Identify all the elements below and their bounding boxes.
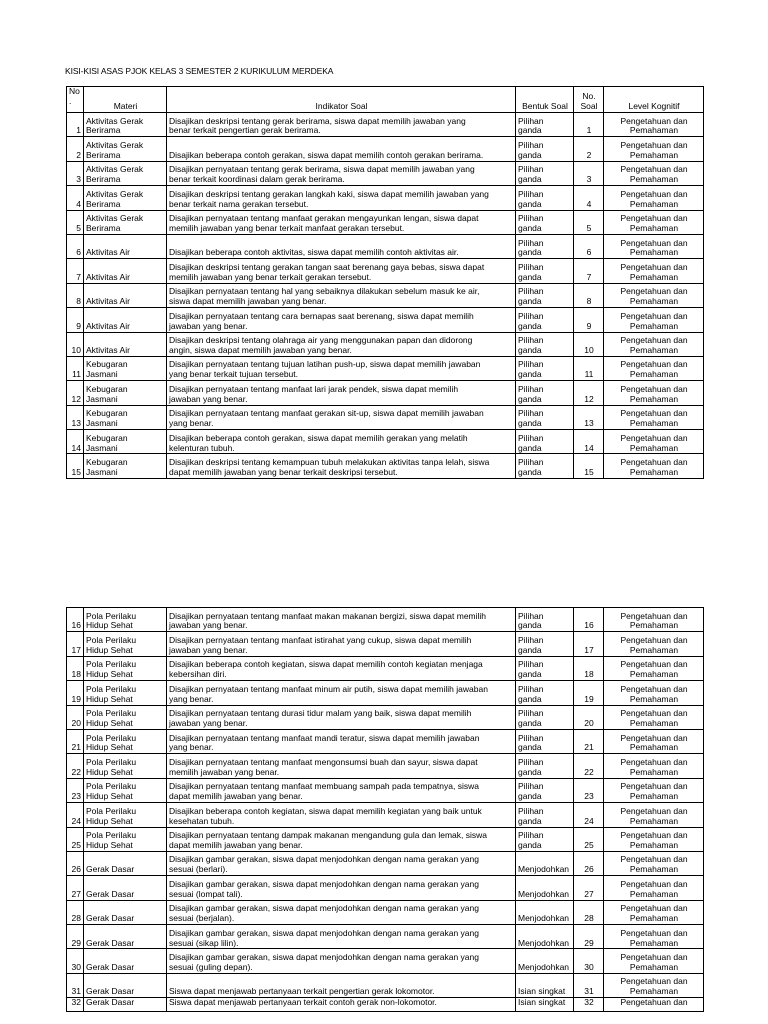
table-row [67,827,704,851]
row-bentuk-soal: Isian singkat [516,998,574,1012]
row-bentuk-soal: Pilihan ganda [516,259,574,283]
row-level-kognitif: Pengetahuan dan Pemahaman [604,827,704,851]
row-number: 27 [67,876,84,900]
table-row [67,949,704,973]
row-level-kognitif: Pengetahuan dan Pemahaman [604,754,704,778]
row-indikator: Disajikan pernyataan tentang durasi tidur malam yang baik, siswa dapat memilih jawaban yang benar. [167,705,516,729]
table-row [67,234,704,258]
row-materi: Gerak Dasar [84,925,167,949]
row-indikator: Siswa dapat menjawab pertanyaan terkait pengertian gerak lokomotor. [167,973,516,997]
row-level-kognitif: Pengetahuan dan Pemahaman [604,308,704,332]
row-indikator: Disajikan gambar gerakan, siswa dapat menjodohkan dengan nama gerakan yang sesuai (berjalan). [167,900,516,924]
row-materi: Pola Perilaku Hidup Sehat [84,705,167,729]
header-no-soal: No. Soal [574,87,604,113]
row-indikator: Disajikan deskripsi tentang gerakan tangan saat berenang gaya bebas, siswa dapat memilih jawaban yang benar terkait gerakan tersebut. [167,259,516,283]
row-level-kognitif: Pengetahuan dan Pemahaman [604,900,704,924]
table-row [67,308,704,332]
row-no-soal: 8 [574,283,604,307]
row-number: 6 [67,234,84,258]
header-no: No . [67,87,84,113]
row-level-kognitif: Pengetahuan dan Pemahaman [604,234,704,258]
table-header-row [67,87,704,113]
row-number: 25 [67,827,84,851]
row-bentuk-soal: Pilihan ganda [516,454,574,478]
row-indikator: Disajikan pernyataan tentang tujuan latihan push-up, siswa dapat memilih jawaban yang benar terkait tujuan tersebut. [167,356,516,380]
row-no-soal: 23 [574,778,604,802]
row-materi: Aktivitas Gerak Berirama [84,186,167,210]
row-level-kognitif: Pengetahuan dan Pemahaman [604,454,704,478]
row-indikator: Disajikan pernyataan tentang cara bernapas saat berenang, siswa dapat memilih jawaban yang benar. [167,308,516,332]
table-row [67,998,704,1012]
row-no-soal: 31 [574,973,604,997]
row-no-soal: 12 [574,381,604,405]
row-bentuk-soal: Menjodohkan [516,876,574,900]
row-number: 2 [67,137,84,161]
row-materi: Pola Perilaku Hidup Sehat [84,608,167,632]
row-bentuk-soal: Pilihan ganda [516,656,574,680]
row-bentuk-soal: Pilihan ganda [516,681,574,705]
row-materi: Aktivitas Gerak Berirama [84,113,167,137]
row-materi: Pola Perilaku Hidup Sehat [84,729,167,753]
header-materi: Materi [84,87,167,113]
row-no-soal: 27 [574,876,604,900]
table-row [67,705,704,729]
row-level-kognitif: Pengetahuan dan Pemahaman [604,405,704,429]
table-row [67,113,704,137]
row-level-kognitif: Pengetahuan dan Pemahaman [604,973,704,997]
row-indikator: Disajikan pernyataan tentang hal yang sebaiknya dilakukan sebelum masuk ke air, siswa dapat memilih jawaban yang benar. [167,283,516,307]
row-no-soal: 30 [574,949,604,973]
row-number: 30 [67,949,84,973]
kisi-kisi-table-page-2 [66,607,704,1012]
row-no-soal: 11 [574,356,604,380]
row-indikator: Disajikan deskripsi tentang kemampuan tubuh melakukan aktivitas tanpa lelah, siswa dapat memilih jawaban yang benar terkait deskripsi tersebut. [167,454,516,478]
row-level-kognitif: Pengetahuan dan Pemahaman [604,729,704,753]
row-no-soal: 28 [574,900,604,924]
row-level-kognitif: Pengetahuan dan Pemahaman [604,925,704,949]
table-row [67,851,704,875]
row-bentuk-soal: Pilihan ganda [516,234,574,258]
row-bentuk-soal: Pilihan ganda [516,356,574,380]
table-row [67,876,704,900]
row-number: 21 [67,729,84,753]
row-bentuk-soal: Pilihan ganda [516,283,574,307]
row-no-soal: 22 [574,754,604,778]
row-number: 1 [67,113,84,137]
row-bentuk-soal: Pilihan ganda [516,827,574,851]
table-body-page-2 [67,608,704,1012]
table-row [67,405,704,429]
row-indikator: Disajikan gambar gerakan, siswa dapat menjodohkan dengan nama gerakan yang sesuai (berlari). [167,851,516,875]
table-row [67,356,704,380]
row-materi: Aktivitas Air [84,332,167,356]
row-number: 22 [67,754,84,778]
row-materi: Gerak Dasar [84,900,167,924]
kisi-kisi-table-page-1 [66,86,704,479]
row-bentuk-soal: Pilihan ganda [516,381,574,405]
row-number: 20 [67,705,84,729]
row-no-soal: 19 [574,681,604,705]
row-level-kognitif: Pengetahuan dan Pemahaman [604,632,704,656]
row-materi: Pola Perilaku Hidup Sehat [84,656,167,680]
row-indikator: Disajikan beberapa contoh aktivitas, siswa dapat memilih contoh aktivitas air. [167,234,516,258]
row-bentuk-soal: Pilihan ganda [516,308,574,332]
row-number: 19 [67,681,84,705]
row-number: 12 [67,381,84,405]
row-number: 15 [67,454,84,478]
row-indikator: Disajikan pernyataan tentang manfaat gerakan mengayunkan lengan, siswa dapat memilih jawaban yang benar terkait manfaat gerakan tersebut. [167,210,516,234]
row-no-soal: 7 [574,259,604,283]
row-no-soal: 16 [574,608,604,632]
row-materi: Gerak Dasar [84,973,167,997]
row-bentuk-soal: Pilihan ganda [516,778,574,802]
row-level-kognitif: Pengetahuan dan Pemahaman [604,113,704,137]
row-no-soal: 6 [574,234,604,258]
table-row [67,681,704,705]
header-indikator: Indikator Soal [167,87,516,113]
row-bentuk-soal: Pilihan ganda [516,705,574,729]
table-row [67,778,704,802]
table-row [67,754,704,778]
row-indikator: Disajikan pernyataan tentang manfaat minum air putih, siswa dapat memilih jawaban yang benar. [167,681,516,705]
row-indikator: Disajikan pernyataan tentang manfaat mandi teratur, siswa dapat memilih jawaban yang benar. [167,729,516,753]
table-row [67,729,704,753]
document-title: KISI-KISI ASAS PJOK KELAS 3 SEMESTER 2 KURIKULUM MERDEKA [65,66,334,76]
row-materi: Pola Perilaku Hidup Sehat [84,632,167,656]
row-number: 17 [67,632,84,656]
row-level-kognitif: Pengetahuan dan Pemahaman [604,332,704,356]
row-indikator: Disajikan beberapa contoh kegiatan, siswa dapat memilih kegiatan yang baik untuk kesehatan tubuh. [167,803,516,827]
row-materi: Pola Perilaku Hidup Sehat [84,778,167,802]
table-row [67,332,704,356]
table-row [67,803,704,827]
row-level-kognitif: Pengetahuan dan Pemahaman [604,161,704,185]
row-indikator: Disajikan pernyataan tentang dampak makanan mengandung gula dan lemak, siswa dapat memilih jawaban yang benar. [167,827,516,851]
row-materi: Kebugaran Jasmani [84,454,167,478]
row-bentuk-soal: Pilihan ganda [516,210,574,234]
row-bentuk-soal: Menjodohkan [516,851,574,875]
row-bentuk-soal: Pilihan ganda [516,332,574,356]
table-row [67,656,704,680]
row-level-kognitif: Pengetahuan dan Pemahaman [604,283,704,307]
row-materi: Kebugaran Jasmani [84,430,167,454]
row-bentuk-soal: Menjodohkan [516,949,574,973]
row-number: 31 [67,973,84,997]
table-row [67,381,704,405]
row-no-soal: 20 [574,705,604,729]
row-number: 9 [67,308,84,332]
row-no-soal: 2 [574,137,604,161]
row-indikator: Disajikan beberapa contoh gerakan, siswa dapat memilih contoh gerakan berirama. [167,137,516,161]
row-level-kognitif: Pengetahuan dan [604,998,704,1012]
row-bentuk-soal: Pilihan ganda [516,632,574,656]
row-bentuk-soal: Menjodohkan [516,900,574,924]
row-indikator: Disajikan pernyataan tentang manfaat makan makanan bergizi, siswa dapat memilih jawaban yang benar. [167,608,516,632]
row-level-kognitif: Pengetahuan dan Pemahaman [604,356,704,380]
row-number: 28 [67,900,84,924]
row-level-kognitif: Pengetahuan dan Pemahaman [604,778,704,802]
row-bentuk-soal: Pilihan ganda [516,754,574,778]
row-bentuk-soal: Pilihan ganda [516,430,574,454]
row-level-kognitif: Pengetahuan dan Pemahaman [604,259,704,283]
row-level-kognitif: Pengetahuan dan Pemahaman [604,137,704,161]
row-number: 11 [67,356,84,380]
row-materi: Gerak Dasar [84,998,167,1012]
row-number: 24 [67,803,84,827]
row-materi: Kebugaran Jasmani [84,356,167,380]
row-materi: Gerak Dasar [84,851,167,875]
row-indikator: Disajikan beberapa contoh kegiatan, siswa dapat memilih contoh kegiatan menjaga kebersihan diri. [167,656,516,680]
row-materi: Pola Perilaku Hidup Sehat [84,803,167,827]
table-row [67,973,704,997]
table-row [67,210,704,234]
table-body-page-1 [67,113,704,479]
row-number: 10 [67,332,84,356]
row-bentuk-soal: Pilihan ganda [516,186,574,210]
row-materi: Kebugaran Jasmani [84,381,167,405]
row-number: 23 [67,778,84,802]
row-materi: Gerak Dasar [84,876,167,900]
row-bentuk-soal: Menjodohkan [516,925,574,949]
row-level-kognitif: Pengetahuan dan Pemahaman [604,949,704,973]
table-row [67,259,704,283]
row-indikator: Disajikan pernyataan tentang manfaat lari jarak pendek, siswa dapat memilih jawaban yang benar. [167,381,516,405]
row-level-kognitif: Pengetahuan dan Pemahaman [604,705,704,729]
table-row [67,454,704,478]
row-no-soal: 25 [574,827,604,851]
row-no-soal: 5 [574,210,604,234]
row-bentuk-soal: Pilihan ganda [516,137,574,161]
row-level-kognitif: Pengetahuan dan Pemahaman [604,851,704,875]
table-row [67,608,704,632]
row-no-soal: 3 [574,161,604,185]
row-level-kognitif: Pengetahuan dan Pemahaman [604,381,704,405]
row-bentuk-soal: Pilihan ganda [516,161,574,185]
row-indikator: Disajikan pernyataan tentang manfaat gerakan sit-up, siswa dapat memilih jawaban yang benar. [167,405,516,429]
row-level-kognitif: Pengetahuan dan Pemahaman [604,608,704,632]
row-number: 3 [67,161,84,185]
row-number: 16 [67,608,84,632]
row-materi: Aktivitas Gerak Berirama [84,161,167,185]
table-row [67,161,704,185]
row-number: 32 [67,998,84,1012]
row-indikator: Siswa dapat menjawab pertanyaan terkait contoh gerak non-lokomotor. [167,998,516,1012]
row-indikator: Disajikan deskripsi tentang gerakan langkah kaki, siswa dapat memilih jawaban yang benar terkait nama gerakan tersebut. [167,186,516,210]
row-materi: Aktivitas Air [84,259,167,283]
row-bentuk-soal: Pilihan ganda [516,113,574,137]
row-level-kognitif: Pengetahuan dan Pemahaman [604,656,704,680]
row-number: 13 [67,405,84,429]
row-bentuk-soal: Pilihan ganda [516,608,574,632]
row-no-soal: 32 [574,998,604,1012]
row-no-soal: 18 [574,656,604,680]
table-row [67,632,704,656]
row-no-soal: 15 [574,454,604,478]
row-indikator: Disajikan pernyataan tentang manfaat istirahat yang cukup, siswa dapat memilih jawaban yang benar. [167,632,516,656]
row-bentuk-soal: Isian singkat [516,973,574,997]
row-no-soal: 26 [574,851,604,875]
table-row [67,137,704,161]
row-number: 5 [67,210,84,234]
row-indikator: Disajikan gambar gerakan, siswa dapat menjodohkan dengan nama gerakan yang sesuai (sikap lilin). [167,925,516,949]
row-no-soal: 14 [574,430,604,454]
row-materi: Aktivitas Air [84,308,167,332]
row-no-soal: 29 [574,925,604,949]
row-materi: Pola Perilaku Hidup Sehat [84,827,167,851]
table-row [67,283,704,307]
header-level-kognitif: Level Kognitif [604,87,704,113]
row-materi: Pola Perilaku Hidup Sehat [84,681,167,705]
row-number: 8 [67,283,84,307]
row-indikator: Disajikan gambar gerakan, siswa dapat menjodohkan dengan nama gerakan yang sesuai (guling depan). [167,949,516,973]
row-number: 29 [67,925,84,949]
row-level-kognitif: Pengetahuan dan Pemahaman [604,681,704,705]
row-materi: Aktivitas Air [84,234,167,258]
row-no-soal: 1 [574,113,604,137]
row-number: 14 [67,430,84,454]
row-indikator: Disajikan beberapa contoh gerakan, siswa dapat memilih gerakan yang melatih kelenturan tubuh. [167,430,516,454]
row-indikator: Disajikan pernyataan tentang manfaat membuang sampah pada tempatnya, siswa dapat memilih jawaban yang benar. [167,778,516,802]
table-row [67,925,704,949]
row-indikator: Disajikan deskripsi tentang olahraga air yang menggunakan papan dan didorong angin, siswa dapat memilih jawaban yang benar. [167,332,516,356]
row-indikator: Disajikan deskripsi tentang gerak berirama, siswa dapat memilih jawaban yang benar terkait pengertian gerak berirama. [167,113,516,137]
row-materi: Kebugaran Jasmani [84,405,167,429]
row-no-soal: 17 [574,632,604,656]
row-number: 26 [67,851,84,875]
row-no-soal: 9 [574,308,604,332]
row-number: 4 [67,186,84,210]
row-materi: Aktivitas Air [84,283,167,307]
row-level-kognitif: Pengetahuan dan Pemahaman [604,803,704,827]
row-bentuk-soal: Pilihan ganda [516,405,574,429]
header-bentuk-soal: Bentuk Soal [516,87,574,113]
table-row [67,430,704,454]
row-level-kognitif: Pengetahuan dan Pemahaman [604,876,704,900]
row-number: 7 [67,259,84,283]
row-materi: Pola Perilaku Hidup Sehat [84,754,167,778]
row-materi: Gerak Dasar [84,949,167,973]
table-row [67,186,704,210]
row-materi: Aktivitas Gerak Berirama [84,137,167,161]
table-row [67,900,704,924]
row-indikator: Disajikan gambar gerakan, siswa dapat menjodohkan dengan nama gerakan yang sesuai (lompat tali). [167,876,516,900]
row-number: 18 [67,656,84,680]
row-level-kognitif: Pengetahuan dan Pemahaman [604,186,704,210]
row-bentuk-soal: Pilihan ganda [516,729,574,753]
row-bentuk-soal: Pilihan ganda [516,803,574,827]
row-no-soal: 21 [574,729,604,753]
row-level-kognitif: Pengetahuan dan Pemahaman [604,430,704,454]
row-indikator: Disajikan pernyataan tentang manfaat mengonsumsi buah dan sayur, siswa dapat memilih jawaban yang benar. [167,754,516,778]
row-indikator: Disajikan pernyataan tentang gerak berirama, siswa dapat memilih jawaban yang benar terkait koordinasi dalam gerak berirama. [167,161,516,185]
row-materi: Aktivitas Gerak Berirama [84,210,167,234]
row-no-soal: 13 [574,405,604,429]
row-no-soal: 4 [574,186,604,210]
row-no-soal: 10 [574,332,604,356]
row-level-kognitif: Pengetahuan dan Pemahaman [604,210,704,234]
row-no-soal: 24 [574,803,604,827]
